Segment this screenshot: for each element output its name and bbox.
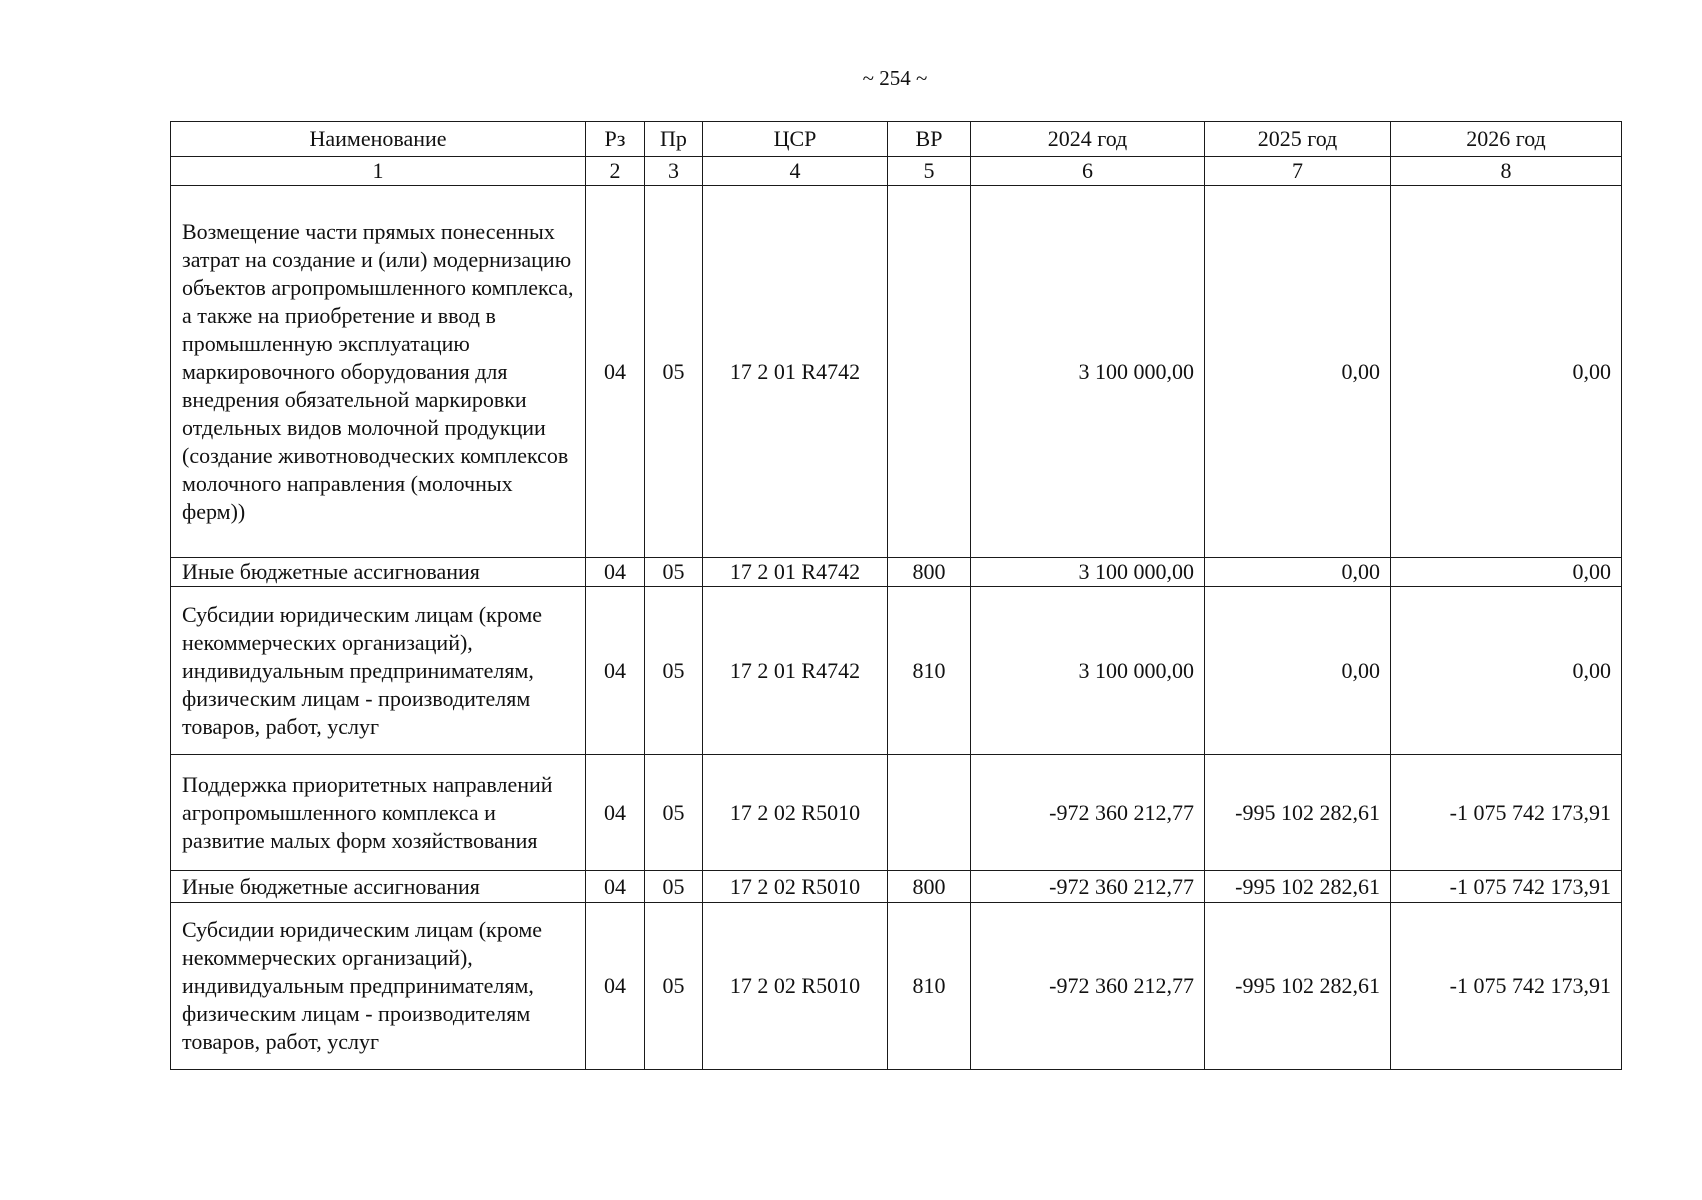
- header-2026: 2026 год: [1391, 122, 1622, 157]
- header-name: Наименование: [171, 122, 586, 157]
- row-2025: -995 102 282,61: [1205, 755, 1391, 871]
- header-pr: Пр: [645, 122, 703, 157]
- row-name: Возмещение части прямых понесенных затрат на создание и (или) модернизацию объектов агропромышленного комплекса, а также на приобретение и ввод в промышленную эксплуатацию маркировочного оборудования для внедрения обязательной маркировки отдельных видов молочной продукции (создание животноводческих комплексов молочного направления (молочных ферм)): [171, 186, 586, 558]
- row-rz: 04: [586, 186, 645, 558]
- table-row: [171, 755, 1622, 871]
- row-name: Иные бюджетные ассигнования: [171, 558, 586, 587]
- row-2025: 0,00: [1205, 186, 1391, 558]
- row-2026: 0,00: [1391, 558, 1622, 587]
- row-vr: 810: [888, 587, 971, 755]
- header-csr: ЦСР: [703, 122, 888, 157]
- row-rz: 04: [586, 871, 645, 903]
- row-2024: 3 100 000,00: [971, 186, 1205, 558]
- row-name: Поддержка приоритетных направлений агропромышленного комплекса и развитие малых форм хозяйствования: [171, 755, 586, 871]
- row-2026: 0,00: [1391, 186, 1622, 558]
- row-rz: 04: [586, 903, 645, 1070]
- column-number: 7: [1205, 157, 1391, 186]
- row-csr: 17 2 01 R4742: [703, 186, 888, 558]
- row-vr: 810: [888, 903, 971, 1070]
- row-name: Иные бюджетные ассигнования: [171, 871, 586, 903]
- table-row: [171, 558, 1622, 587]
- column-number: 1: [171, 157, 586, 186]
- row-pr: 05: [645, 587, 703, 755]
- row-rz: 04: [586, 587, 645, 755]
- row-vr: [888, 186, 971, 558]
- table-row: [171, 871, 1622, 903]
- row-csr: 17 2 02 R5010: [703, 903, 888, 1070]
- row-2025: 0,00: [1205, 558, 1391, 587]
- row-csr: 17 2 01 R4742: [703, 587, 888, 755]
- header-rz: Рз: [586, 122, 645, 157]
- row-pr: 05: [645, 871, 703, 903]
- row-vr: [888, 755, 971, 871]
- column-number: 5: [888, 157, 971, 186]
- row-2026: -1 075 742 173,91: [1391, 755, 1622, 871]
- column-number: 3: [645, 157, 703, 186]
- row-csr: 17 2 01 R4742: [703, 558, 888, 587]
- table-row: [171, 186, 1622, 558]
- table-row: [171, 587, 1622, 755]
- row-rz: 04: [586, 755, 645, 871]
- row-2026: 0,00: [1391, 587, 1622, 755]
- column-number: 4: [703, 157, 888, 186]
- row-csr: 17 2 02 R5010: [703, 755, 888, 871]
- row-pr: 05: [645, 558, 703, 587]
- budget-table: [170, 121, 1622, 1070]
- table-row: [171, 903, 1622, 1070]
- row-2024: -972 360 212,77: [971, 871, 1205, 903]
- row-rz: 04: [586, 558, 645, 587]
- column-number-row: [171, 157, 1622, 186]
- header-2025: 2025 год: [1205, 122, 1391, 157]
- row-2025: 0,00: [1205, 587, 1391, 755]
- row-name: Субсидии юридическим лицам (кроме некоммерческих организаций), индивидуальным предпринимателям, физическим лицам - производителям товаров, работ, услуг: [171, 903, 586, 1070]
- column-number: 2: [586, 157, 645, 186]
- row-pr: 05: [645, 903, 703, 1070]
- row-2024: -972 360 212,77: [971, 903, 1205, 1070]
- row-2024: 3 100 000,00: [971, 558, 1205, 587]
- row-vr: 800: [888, 871, 971, 903]
- row-pr: 05: [645, 755, 703, 871]
- row-csr: 17 2 02 R5010: [703, 871, 888, 903]
- row-2024: 3 100 000,00: [971, 587, 1205, 755]
- row-pr: 05: [645, 186, 703, 558]
- row-2024: -972 360 212,77: [971, 755, 1205, 871]
- header-vr: ВР: [888, 122, 971, 157]
- row-2025: -995 102 282,61: [1205, 871, 1391, 903]
- table-header-row: [171, 122, 1622, 157]
- column-number: 6: [971, 157, 1205, 186]
- column-number: 8: [1391, 157, 1622, 186]
- header-2024: 2024 год: [971, 122, 1205, 157]
- row-2025: -995 102 282,61: [1205, 903, 1391, 1070]
- row-name: Субсидии юридическим лицам (кроме некоммерческих организаций), индивидуальным предпринимателям, физическим лицам - производителям товаров, работ, услуг: [171, 587, 586, 755]
- row-2026: -1 075 742 173,91: [1391, 903, 1622, 1070]
- page-number: ~ 254 ~: [862, 66, 928, 90]
- row-vr: 800: [888, 558, 971, 587]
- row-2026: -1 075 742 173,91: [1391, 871, 1622, 903]
